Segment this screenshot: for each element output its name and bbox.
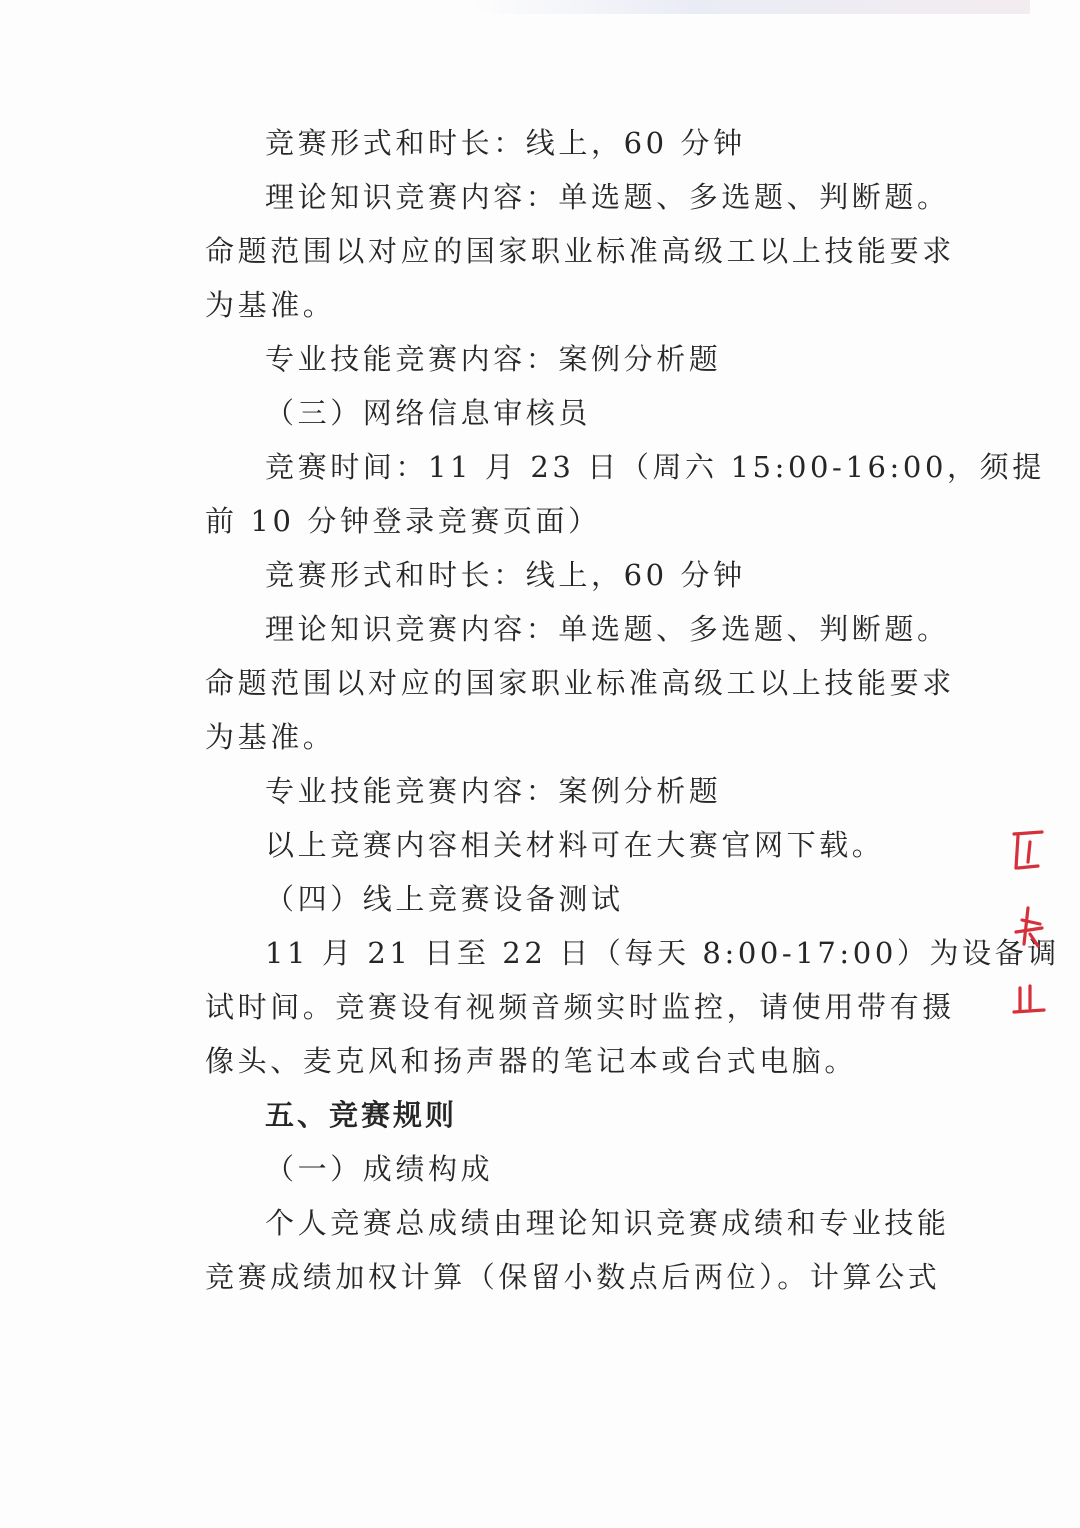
section-subheading: （三）网络信息审核员 xyxy=(265,396,592,430)
text-line: 竞赛时间：11 月 23 日（周六 15:00-16:00，须提 xyxy=(265,450,1045,484)
text-line: 竞赛形式和时长：线上，60 分钟 xyxy=(265,558,746,592)
text-line: 像头、麦克风和扬声器的笔记本或台式电脑。 xyxy=(205,1044,858,1078)
text-line: 为基准。 xyxy=(205,720,336,754)
text-line: 专业技能竞赛内容：案例分析题 xyxy=(265,342,722,376)
document-body xyxy=(205,116,1060,1304)
section-subheading: （四）线上竞赛设备测试 xyxy=(265,882,624,916)
text-line: 理论知识竞赛内容：单选题、多选题、判断题。 xyxy=(265,180,950,214)
text-line: 竞赛成绩加权计算（保留小数点后两位）。计算公式 xyxy=(205,1260,941,1294)
section-subheading: （一）成绩构成 xyxy=(265,1152,494,1186)
text-line: 11 月 21 日至 22 日（每天 8:00-17:00）为设备调 xyxy=(265,936,1060,970)
text-line: 以上竞赛内容相关材料可在大赛官网下载。 xyxy=(265,828,885,862)
scan-edge-tint xyxy=(470,0,1030,14)
text-line: 理论知识竞赛内容：单选题、多选题、判断题。 xyxy=(265,612,950,646)
text-line: 命题范围以对应的国家职业标准高级工以上技能要求 xyxy=(205,234,955,268)
text-line: 为基准。 xyxy=(205,288,336,322)
text-line: 个人竞赛总成绩由理论知识竞赛成绩和专业技能 xyxy=(265,1206,950,1240)
section-heading: 五、竞赛规则 xyxy=(265,1098,458,1132)
text-line: 试时间。竞赛设有视频音频实时监控，请使用带有摄 xyxy=(205,990,955,1024)
text-line: 前 10 分钟登录竞赛页面） xyxy=(205,504,601,538)
red-stamp-fragment-icon xyxy=(1008,828,1048,1028)
text-line: 命题范围以对应的国家职业标准高级工以上技能要求 xyxy=(205,666,955,700)
text-line: 竞赛形式和时长：线上，60 分钟 xyxy=(265,126,746,160)
text-line: 专业技能竞赛内容：案例分析题 xyxy=(265,774,722,808)
